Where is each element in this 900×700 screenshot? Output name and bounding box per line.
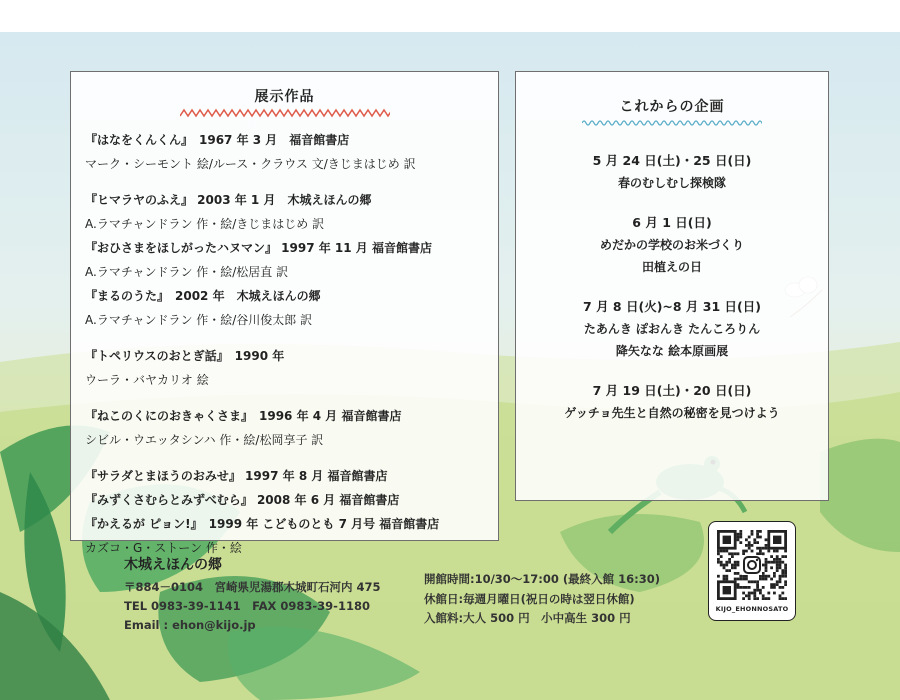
work-title: 『みずくさむらとみずべむら』 2008 年 6 月 福音館書店 — [85, 493, 400, 507]
upcoming-events-panel — [515, 71, 829, 501]
opening-info — [424, 570, 660, 629]
work-title: 『まるのうた』 2002 年 木城えほんの郷 — [85, 289, 321, 303]
work-group — [85, 344, 495, 392]
closed-days: 休館日:毎週月曜日(祝日の時は翌日休館) — [424, 591, 635, 606]
events-list — [516, 150, 828, 442]
work-group — [85, 404, 495, 452]
work-credit: マーク・シーモント 絵/ルース・クラウス 文/きじまはじめ 訳 — [85, 157, 416, 171]
address: 〒884－0104 宮崎県児湯郡木城町石河内 475 — [124, 580, 381, 594]
event-title: ゲッチョ先生と自然の秘密を見つけよう — [564, 406, 780, 420]
event-date: 7 月 19 日(土)・20 日(日) — [592, 383, 752, 398]
work-title: 『トペリウスのおとぎ話』 1990 年 — [85, 349, 285, 363]
work-title: 『はなをくんくん』 1967 年 3 月 福音館書店 — [85, 133, 350, 147]
work-title: 『ねこのくにのおきゃくさま』 1996 年 4 月 福音館書店 — [85, 409, 402, 423]
work-group — [85, 128, 495, 176]
phone-fax: TEL 0983-39-1141 FAX 0983-39-1180 — [124, 599, 370, 613]
event-date: 6 月 1 日(日) — [632, 215, 712, 230]
contact-info — [124, 554, 381, 635]
work-credit: A.ラマチャンドラン 作・絵/松居直 訳 — [85, 265, 289, 279]
work-group — [85, 464, 495, 560]
event-title: 春のむしむし探検隊 — [617, 176, 726, 190]
event-date: 5 月 24 日(土)・25 日(日) — [592, 153, 752, 168]
event-title: めだかの学校のお米づくり — [599, 238, 744, 252]
exhibition-works-panel — [70, 71, 499, 555]
work-credit: ウーラ・バヤカリオ 絵 — [85, 373, 209, 387]
event-item — [516, 380, 828, 424]
work-credit: シビル・ウエッタシンハ 作・絵/松岡享子 訳 — [85, 433, 324, 447]
event-item — [516, 212, 828, 278]
event-item — [516, 150, 828, 194]
work-credit: A.ラマチャンドラン 作・絵/きじまはじめ 訳 — [85, 217, 325, 231]
events-title: これからの企画 — [619, 99, 725, 115]
event-title: 田植えの日 — [641, 260, 702, 274]
work-title: 『おひさまをほしがったハヌマン』 1997 年 11 月 福音館書店 — [85, 241, 432, 255]
zigzag-decoration — [180, 108, 390, 118]
event-item — [516, 296, 828, 362]
admission-fee: 入館料:大人 500 円 小中高生 300 円 — [424, 611, 631, 625]
work-credit: カズコ・G・ストーン 作・絵 — [85, 541, 242, 555]
qr-code-icon — [717, 530, 787, 600]
organization-name: 木城えほんの郷 — [124, 557, 222, 573]
work-title: 『かえるが ピョン!』 1999 年 こどものとも 7 月号 福音館書店 — [85, 517, 440, 531]
work-title: 『サラダとまほうのおみせ』 1997 年 8 月 福音館書店 — [85, 469, 388, 483]
work-group — [85, 188, 495, 332]
event-title: たあんき ぽおんき たんころりん — [583, 322, 761, 336]
event-title: 降矢なな 絵本原画展 — [615, 344, 729, 358]
event-date: 7 月 8 日(火)~8 月 31 日(日) — [583, 299, 761, 314]
instagram-qr-card[interactable] — [708, 521, 796, 621]
qr-label: KIJO_EHONNOSATO — [715, 605, 789, 613]
exhibition-title: 展示作品 — [254, 89, 315, 105]
opening-hours: 開館時間:10/30～17:00 (最終入館 16:30) — [424, 572, 661, 586]
works-list — [85, 128, 495, 572]
email-link[interactable]: Email : ehon@kijo.jp — [124, 618, 256, 632]
work-credit: A.ラマチャンドラン 作・絵/谷川俊太郎 訳 — [85, 313, 313, 327]
work-title: 『ヒマラヤのふえ』 2003 年 1 月 木城えほんの郷 — [85, 193, 372, 207]
wave-decoration — [582, 118, 762, 128]
